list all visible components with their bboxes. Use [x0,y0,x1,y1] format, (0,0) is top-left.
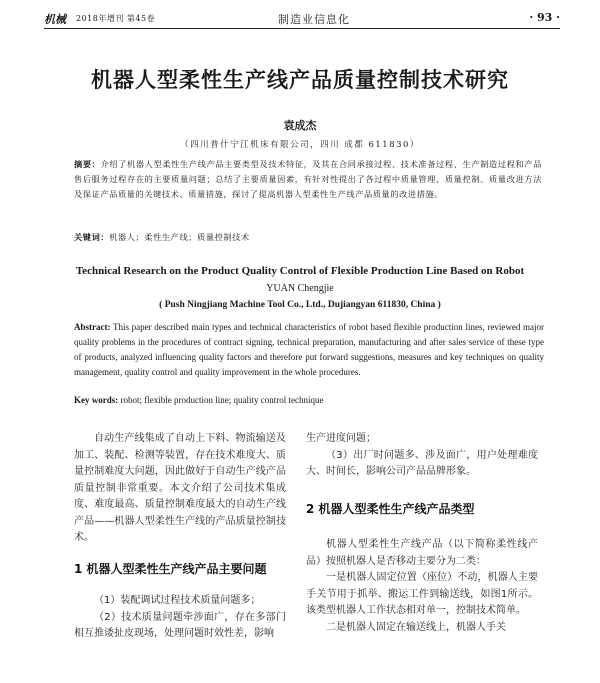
keywords-english [74,395,544,405]
abstract-english [74,320,544,380]
list-item: （1）装配调试过程技术质量问题多； [94,595,261,606]
keywords-chinese [74,232,542,243]
author-chinese: 袁成杰 [283,119,317,132]
body-column-right [306,431,538,636]
abstract-chinese [74,157,542,202]
affiliation-chinese: （四川普什宁江机床有限公司，四川 成都 611830） [180,140,420,150]
abstract-text-english: This paper described main types and technical characteristics of robot based flexible production lines, reviewed major quality problems in the procedures of contract signing, technical preparation, manufacturing and after sales service of these type of products, analyzed influencing quality factors and therefore put forward suggestions, measures and key techniques on quality management, quality control and quality improvement in the whole procedures. [74,322,544,377]
keywords-label-english: Key words: [74,395,119,405]
issue-info: 2018年增刊 第45卷 [76,14,156,23]
body-column-left [74,431,286,643]
body-paragraph: 二是机器人固定在输送线上，机器人手关 [326,621,506,633]
running-header [44,8,560,29]
keywords-text-english: robot; flexible production line; quality control technique [120,395,324,405]
abstract-label-english: Abstract: [74,322,111,332]
journal-name: 机械 [44,13,66,26]
section-name: 制造业信息化 [278,13,350,26]
body-paragraph: 一是机器人固定位置（座位）不动，机器人主要手关节用于抓举、搬运工件到输送线，如图1所示。该类型机器人工作状态相对单一，控制技术简单。 [306,572,538,616]
continued-text: 生产进度问题； [306,433,376,444]
affiliation-english: ( Push Ningjiang Machine Tool Co., Ltd., Dujiangyan 611830, China ) [159,300,441,310]
keywords-label-chinese: 关键词： [74,232,110,242]
section-heading-1: 1 机器人型柔性生产线产品主要问题 [74,561,267,576]
list-item: （2）技术质量问题牵涉面广，存在多部门相互推诿扯皮现场，处理问题时效性差，影响 [74,611,286,639]
abstract-text-chinese: 介绍了机器人型柔性生产线产品主要类型及技术特征，及其在合同承接过程、技术准备过程、生产制造过程和产品售后服务过程存在的主要质量问题；总结了主要质量因素，有针对性提出了各过程中质量管理、质量控制、质量改进方法及保证产品质量的关键技术、质量措施，探讨了提高机器人型柔性生产线产品质量的改进措施。 [74,159,542,199]
list-item: （3）出厂时问题多、涉及面广，用户处理难度大、时间长，影响公司产品品牌形象。 [306,449,538,477]
section-heading-2: 2 机器人型柔性生产线产品类型 [306,501,475,516]
author-english: YUAN Chengjie [266,283,334,294]
abstract-label-chinese: 摘要： [74,159,101,169]
keywords-text-chinese: 机器人；柔性生产线；质量控制技术 [109,232,250,242]
title-english: Technical Research on the Product Quality Control of Flexible Production Line Based on Robot [75,265,525,277]
body-paragraph: 机器人型柔性生产线产品（以下简称柔性线产品）按照机器人是否移动主要分为二类： [306,539,538,567]
intro-paragraph: 自动生产线集成了自动上下料、物流输送及加工、装配、检测等装置，存在技术难度大、质量控制难度大问题，因此做好于自动生产线产品质量控制非常重要。本文介绍了公司技术集成度、难度最高、质量控制难度最大的自动生产线产品——机器人型柔性生产线的产品质量控制技术。 [74,433,286,543]
title-chinese: 机器人型柔性生产线产品质量控制技术研究 [91,68,509,92]
page-number: · 93 · [529,11,560,24]
